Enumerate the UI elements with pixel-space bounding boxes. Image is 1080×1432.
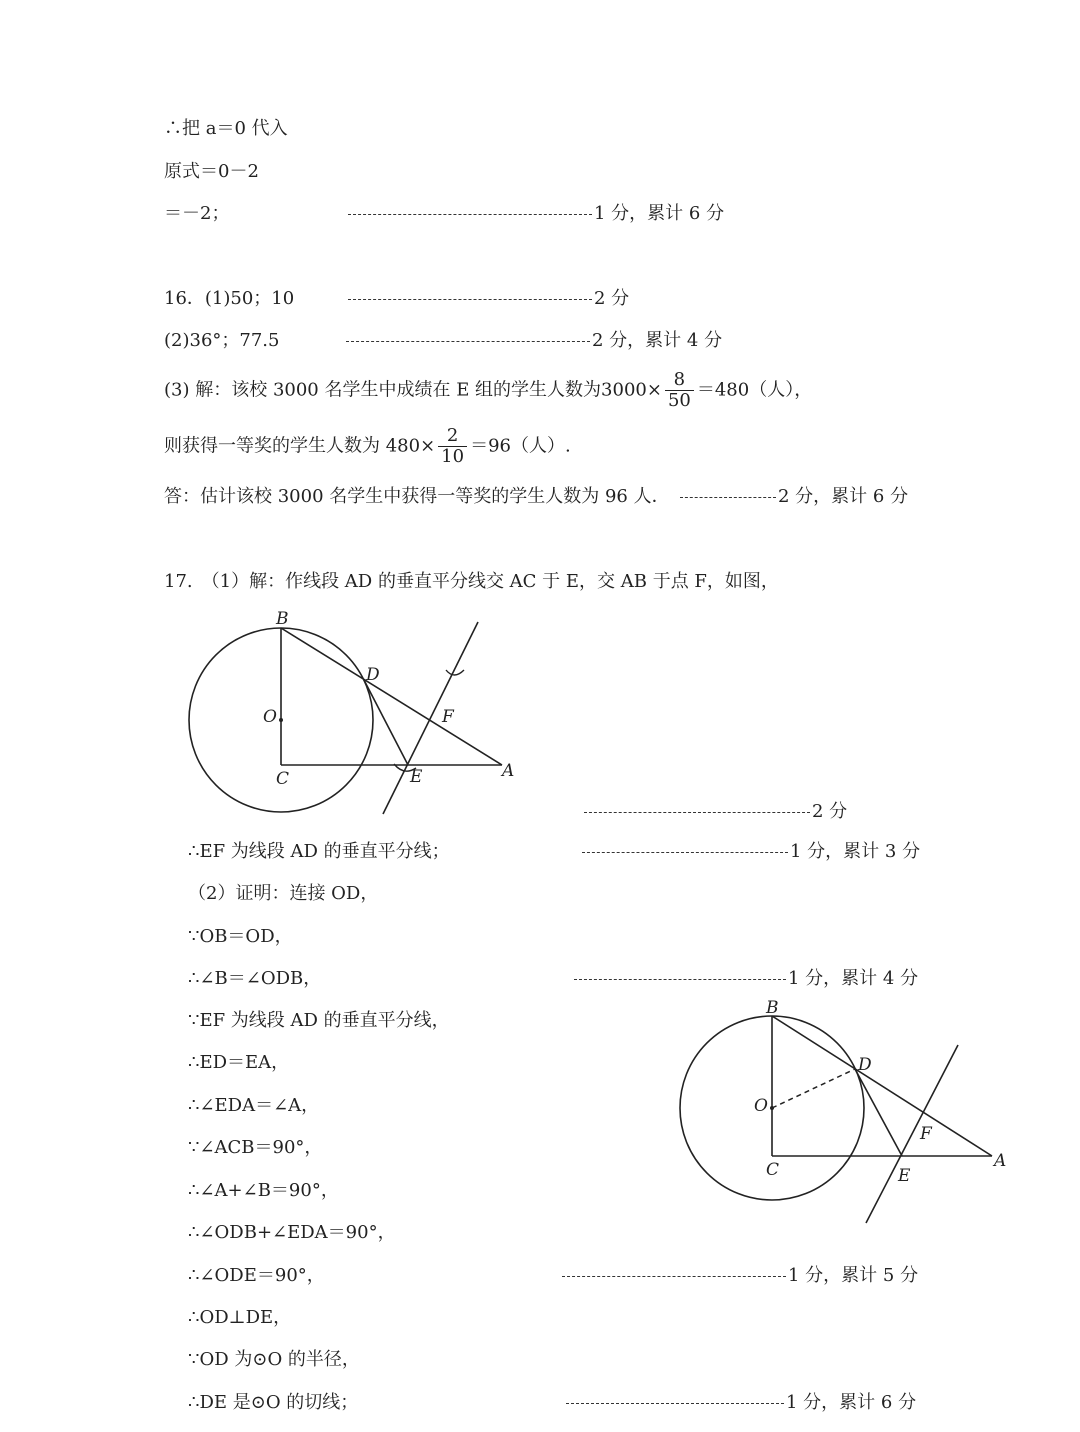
geometry-figure-1 bbox=[180, 600, 540, 820]
q15-dash-3 bbox=[348, 214, 592, 215]
q17-score-5: 1 分，累计 4 分 bbox=[788, 968, 919, 989]
q17-dash-12 bbox=[562, 1276, 786, 1277]
q16-line-3-suffix: ＝480（人）， bbox=[696, 379, 813, 401]
q16-dash-2 bbox=[346, 341, 590, 342]
q16-score-5: 2 分，累计 6 分 bbox=[778, 486, 909, 507]
q15-line-1: ∴把 a＝0 代入 bbox=[164, 118, 288, 139]
q16-line-3 bbox=[164, 370, 812, 411]
label-e: E bbox=[410, 767, 423, 787]
q16-line-4-suffix: ＝96（人）. bbox=[470, 435, 571, 457]
q16-line-5: 答：估计该校 3000 名学生中获得一等奖的学生人数为 96 人． bbox=[164, 486, 670, 507]
label-a: A bbox=[502, 761, 515, 781]
q17-line-13: ∴OD⊥DE， bbox=[188, 1307, 292, 1328]
segment-od-dashed bbox=[772, 1069, 855, 1108]
perpendicular-bisector-ef bbox=[866, 1045, 958, 1223]
fraction-denominator: 10 bbox=[441, 446, 465, 467]
q16-line-1: 16．(1)50；10 bbox=[164, 288, 295, 309]
q17-line-6: ∵EF 为线段 AD 的垂直平分线， bbox=[188, 1010, 450, 1031]
label-e: E bbox=[898, 1166, 911, 1186]
q17-line-9: ∵∠ACB＝90°， bbox=[188, 1137, 323, 1158]
fraction-numerator: 2 bbox=[438, 426, 467, 447]
q17-line-8: ∴∠EDA＝∠A， bbox=[188, 1095, 320, 1116]
label-b: B bbox=[766, 998, 779, 1018]
q17-dash-fig bbox=[584, 812, 810, 813]
q15-line-2: 原式＝0－2 bbox=[164, 161, 259, 182]
q16-dash-5 bbox=[680, 497, 776, 498]
q17-score-2: 1 分，累计 3 分 bbox=[790, 841, 921, 862]
label-d: D bbox=[366, 665, 380, 685]
center-point-o bbox=[770, 1106, 774, 1110]
label-a: A bbox=[994, 1151, 1007, 1171]
fraction-numerator: 8 bbox=[665, 370, 694, 391]
q17-score-fig: 2 分 bbox=[812, 801, 848, 822]
q17-dash-15 bbox=[566, 1403, 784, 1404]
segment-de bbox=[855, 1069, 902, 1156]
q17-line-1: 17. （1）解：作线段 AD 的垂直平分线交 AC 于 E，交 AB 于点 F，如图， bbox=[164, 571, 779, 592]
label-c: C bbox=[766, 1160, 780, 1180]
q17-score-15: 1 分，累计 6 分 bbox=[786, 1392, 917, 1413]
q15-line-3: ＝－2； bbox=[164, 203, 230, 224]
q16-line-4 bbox=[164, 426, 571, 467]
q15-score-3: 1 分，累计 6 分 bbox=[594, 203, 725, 224]
geometry-figure-2 bbox=[670, 995, 1020, 1230]
q16-line-2: (2)36°；77.5 bbox=[164, 330, 280, 351]
q16-line-4-prefix: 则获得一等奖的学生人数为 480× bbox=[164, 435, 436, 457]
label-f: F bbox=[442, 707, 454, 727]
q17-line-7: ∴ED＝EA， bbox=[188, 1052, 290, 1073]
segment-ba bbox=[281, 628, 502, 765]
label-d: D bbox=[858, 1055, 872, 1075]
label-o: O bbox=[263, 707, 277, 727]
label-o: O bbox=[754, 1096, 768, 1116]
q17-line-4: ∵OB＝OD， bbox=[188, 926, 293, 947]
q16-score-1: 2 分 bbox=[594, 288, 630, 309]
q17-dash-2 bbox=[582, 852, 788, 853]
q16-score-2: 2 分，累计 4 分 bbox=[592, 330, 723, 351]
q17-line-5: ∴∠B＝∠ODB， bbox=[188, 968, 322, 989]
q17-line-15: ∴DE 是⊙O 的切线； bbox=[188, 1392, 359, 1413]
q17-line-2: ∴EF 为线段 AD 的垂直平分线； bbox=[188, 841, 450, 862]
q17-line-11: ∴∠ODB+∠EDA＝90°， bbox=[188, 1222, 396, 1243]
label-f: F bbox=[920, 1124, 932, 1144]
fraction-2-10 bbox=[438, 426, 467, 467]
q17-line-3: （2）证明：连接 OD， bbox=[188, 883, 379, 904]
construction-arc-top bbox=[446, 670, 464, 675]
q17-line-12: ∴∠ODE＝90°， bbox=[188, 1265, 325, 1286]
label-b: B bbox=[276, 609, 289, 629]
q17-line-14: ∵OD 为⊙O 的半径， bbox=[188, 1349, 360, 1370]
segment-ba bbox=[772, 1016, 992, 1156]
q17-dash-5 bbox=[574, 979, 786, 980]
q17-line-10: ∴∠A+∠B＝90°， bbox=[188, 1180, 339, 1201]
q16-dash-1 bbox=[348, 299, 592, 300]
perpendicular-bisector-ef bbox=[383, 622, 478, 814]
fraction-denominator: 50 bbox=[667, 390, 691, 411]
fraction-8-50 bbox=[665, 370, 694, 411]
center-point-o bbox=[279, 718, 283, 722]
label-c: C bbox=[276, 769, 290, 789]
q17-score-12: 1 分，累计 5 分 bbox=[788, 1265, 919, 1286]
q16-line-3-prefix: (3) 解：该校 3000 名学生中成绩在 E 组的学生人数为3000× bbox=[164, 379, 662, 401]
